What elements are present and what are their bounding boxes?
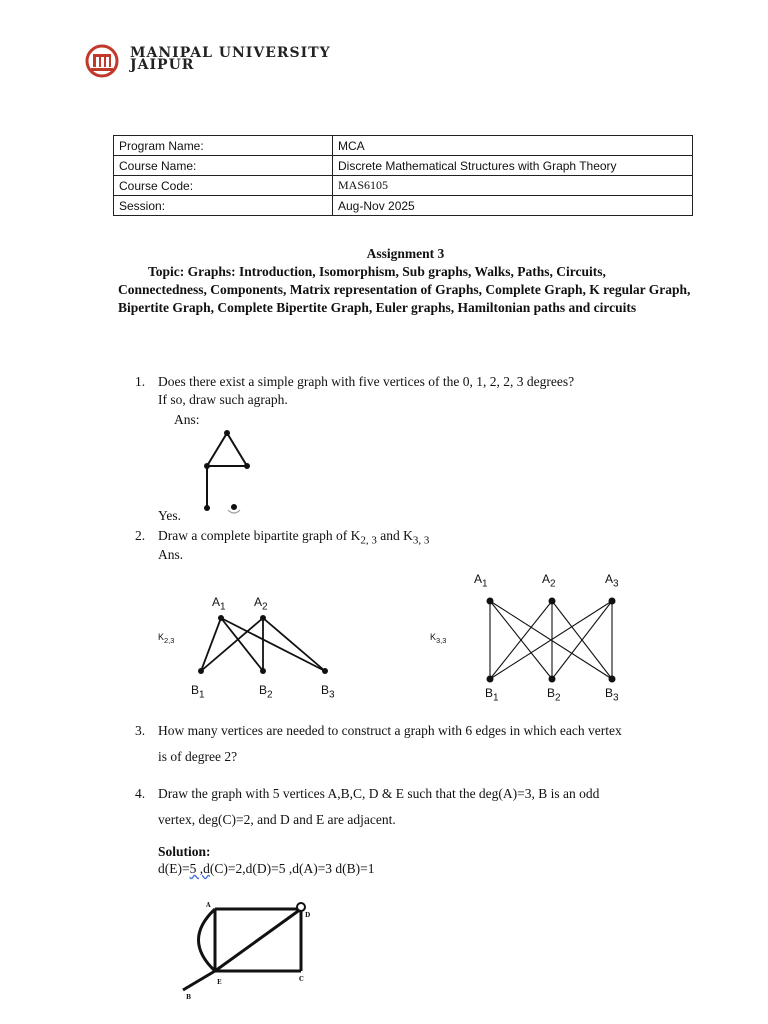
k23-vertex-label-b1: $B_1$ (191, 683, 205, 701)
k23-vertex-label-a2: $A_2$ (254, 595, 268, 613)
assignment-title: Assignment 3 (366, 246, 445, 261)
course-name-value: Discrete Mathematical Structures with Graph Theory (333, 156, 693, 176)
k33-label: $K_{3,3}$ (430, 632, 447, 645)
answer-label: Ans: (174, 412, 200, 427)
course-code-label: Course Code: (114, 176, 333, 196)
session-label: Session: (114, 196, 333, 216)
program-name-label: Program Name: (114, 136, 333, 156)
question-text-line1: How many vertices are needed to construct a graph with 6 edges in which each vertex (158, 723, 622, 738)
vertex-label-c: C (299, 976, 304, 983)
question-text-line1: Does there exist a simple graph with five vertices of the 0, 1, 2, 2, 3 degrees? (158, 374, 575, 389)
k33-vertex-label-b2: $B_2$ (547, 686, 561, 704)
question-number: 2. (135, 528, 146, 543)
k33-vertex-label-a1: $A_1$ (474, 572, 488, 590)
graph-vertex (297, 903, 305, 911)
university-name-line1: MANIPAL UNIVERSITY (130, 45, 331, 61)
question-text-line2: is of degree 2? (158, 749, 238, 764)
solution-label: Solution: (158, 844, 211, 859)
k33-vertex-label-b3: $B_3$ (605, 686, 619, 704)
k33-vertex-label-a2: $A_2$ (542, 572, 556, 590)
assignment-topic: Topic: Graphs: Introduction, Isomorphism, Sub graphs, Walks, Paths, Circuits, Connectedness, Components, Matrix representation of Graphs, Complete Graph, K regular Graph, Bipertite Graph, Complete Bipertite Graph, Euler graphs, Hamiltonian paths and circuits (118, 264, 691, 315)
question-text: Draw a complete bipartite graph of $K_{2, 3}$ and $K_{3, 3}$ (158, 528, 430, 547)
question-text-line2: vertex, deg(C)=2, and D and E are adjacent. (158, 812, 396, 827)
graph-edge (215, 909, 301, 971)
answer-label: Ans. (158, 547, 184, 562)
k33-vertex-label-b1: $B_1$ (485, 686, 499, 704)
k23-vertex-label-b3: $B_3$ (321, 683, 335, 701)
solution-degrees: d(E)=5 ,d(C)=2,d(D)=5 ,d(A)=3 d(B)=1 (158, 861, 375, 876)
program-name-value: MCA (333, 136, 693, 156)
k33-vertex-label-a3: $A_3$ (605, 572, 619, 590)
answer-yes: Yes. (158, 508, 182, 523)
question-number: 4. (135, 786, 146, 801)
k23-label: $K_{2,3}$ (158, 632, 175, 645)
vertex-label-e: E (217, 979, 222, 986)
vertex-label-a: A (206, 902, 211, 909)
graph-edge (199, 909, 216, 971)
course-name-label: Course Name: (114, 156, 333, 176)
graph-edge (183, 971, 215, 990)
vertex-label-d: D (305, 912, 311, 919)
university-name-line2: JAIPUR (130, 57, 195, 73)
session-value: Aug-Nov 2025 (333, 196, 693, 216)
course-code-value: MAS6105 (333, 176, 693, 196)
k23-vertex-label-b2: $B_2$ (259, 683, 273, 701)
k23-vertex-label-a1: $A_1$ (212, 595, 226, 613)
question-text-line2: If so, draw such agraph. (158, 392, 288, 407)
question-text-line1: Draw the graph with 5 vertices A,B,C, D & E such that the deg(A)=3, B is an odd (158, 786, 600, 801)
vertex-label-b: B (186, 994, 192, 1001)
question-number: 1. (135, 374, 146, 389)
question-number: 3. (135, 723, 146, 738)
